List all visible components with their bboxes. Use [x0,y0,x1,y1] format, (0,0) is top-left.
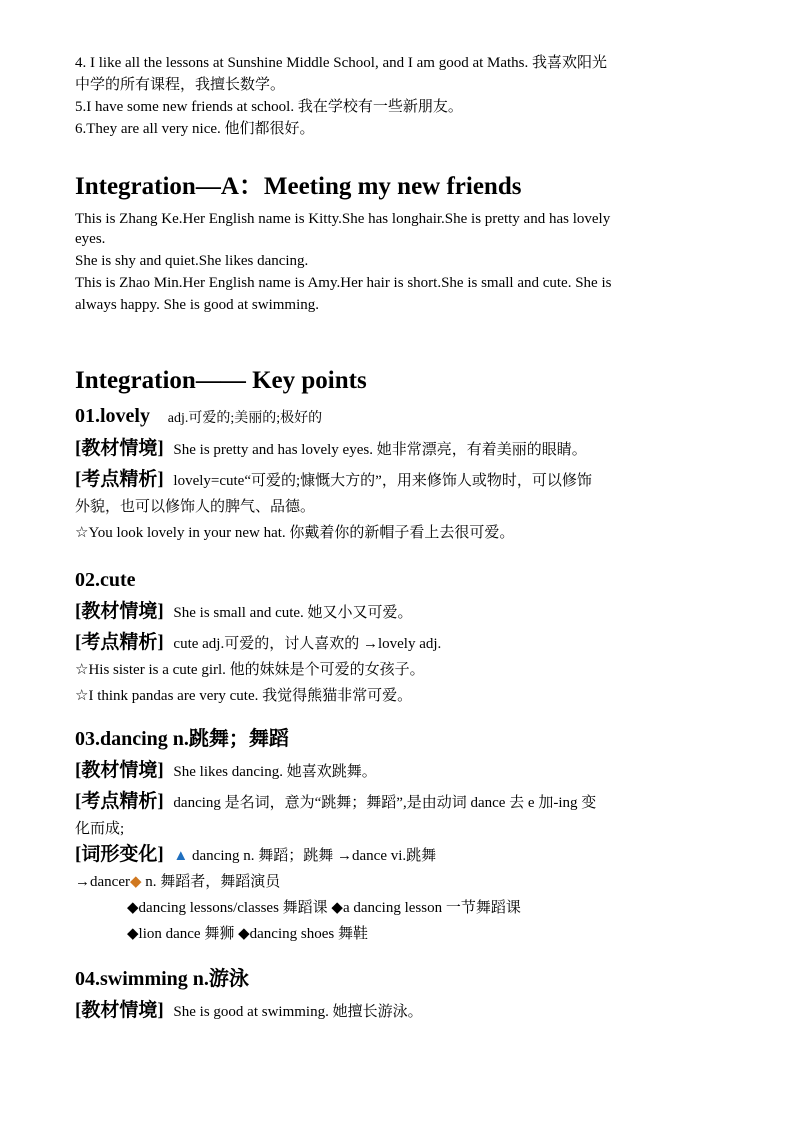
section-a-p3a: This is Zhao Min.Her English name is Amy.Her hair is short.She is small and cute. She is [75,275,612,291]
word-cute-context [75,597,715,628]
word-lovely-context-text: She is pretty and has lovely eyes. 她非常漂亮，有着美丽的眼睛。 [173,442,587,458]
point-tag: [考点精析] [75,791,164,812]
document-page [75,52,715,1027]
context-tag: [教材情境] [75,760,164,781]
word-lovely-point [75,465,715,496]
word-cute-point [75,628,715,659]
word-dancing-forms-text: dancing n. 舞蹈；跳舞 →dance vi.跳舞 [192,848,437,864]
word-dancing-phrases-2: ◆lion dance 舞狮 ◆dancing shoes 舞鞋 [127,926,368,942]
intro-line-5: 5.I have some new friends at school. 我在学校有一些新朋友。 [75,99,463,115]
context-tag: [教材情境] [75,1000,164,1021]
word-lovely-example-1: ☆You look lovely in your new hat. 你戴着你的新帽子看上去很可爱。 [75,525,515,541]
word-lovely-heading [75,402,715,434]
diamond-icon: ◆ [129,874,142,890]
word-dancing-point-text: dancing 是名词，意为“跳舞；舞蹈”,是由动词 dance 去 e 加-ing 变 [173,795,597,811]
word-swimming-head: 04.swimming n.游泳 [75,968,249,990]
intro-line-4b: 中学的所有课程，我擅长数学。 [75,77,286,93]
point-tag: [考点精析] [75,632,164,653]
forms-tag: [词形变化] [75,844,164,865]
word-dancing-dancer [75,871,715,893]
section-a-p2: She is shy and quiet.She likes dancing. [75,253,309,269]
word-lovely-context [75,434,715,465]
section-a-p1b: eyes. [75,231,106,247]
context-tag: [教材情境] [75,601,164,622]
word-dancing-head: 03.dancing n.跳舞；舞蹈 [75,728,289,750]
word-dancing-dancer-b: n. 舞蹈者，舞蹈演员 [141,874,281,890]
word-lovely-point-cont: 外貌，也可以修饰人的脾气、品德。 [75,499,316,515]
section-a-title: Integration—A：Meeting my new friends [75,173,522,200]
word-swimming-context-text: She is good at swimming. 她擅长游泳。 [173,1004,423,1020]
word-dancing-dancer-a: →dancer [75,874,130,890]
word-cute-head: 02.cute [75,569,136,591]
word-dancing-heading [75,725,715,756]
section-b-title: Integration—— Key points [75,367,367,394]
word-cute-point-text: cute adj.可爱的，讨人喜欢的 →lovely adj. [173,636,442,652]
section-a-p3b: always happy. She is good at swimming. [75,297,320,313]
word-cute-example-2: ☆I think pandas are very cute. 我觉得熊猫非常可爱。 [75,688,413,704]
intro-line-6: 6.They are all very nice. 他们都很好。 [75,121,315,137]
word-cute-example-1: ☆His sister is a cute girl. 他的妹妹是个可爱的女孩子。 [75,662,425,678]
triangle-icon: ▲ [173,848,189,864]
word-lovely-point-text: lovely=cute“可爱的;慷慨大方的”，用来修饰人或物时，可以修饰 [173,473,592,489]
word-swimming-context [75,996,715,1027]
word-lovely-head: 01.lovely [75,405,150,427]
word-swimming-heading [75,965,715,996]
intro-line-4a: 4. I like all the lessons at Sunshine Middle School, and I am good at Maths. 我喜欢阳光 [75,55,608,71]
word-dancing-phrases-1: ◆dancing lessons/classes 舞蹈课 ◆a dancing lesson 一节舞蹈课 [127,900,521,916]
word-cute-heading [75,566,715,597]
word-cute-context-text: She is small and cute. 她又小又可爱。 [173,605,413,621]
word-lovely-pos: adj.可爱的;美丽的;极好的 [167,411,323,426]
point-tag: [考点精析] [75,469,164,490]
context-tag: [教材情境] [75,438,164,459]
section-a-p1a: This is Zhang Ke.Her English name is Kitty.She has longhair.She is pretty and has lovely [75,211,611,227]
word-dancing-context-text: She likes dancing. 她喜欢跳舞。 [173,764,377,780]
word-dancing-point [75,787,715,818]
word-dancing-point-cont: 化而成; [75,821,125,837]
word-dancing-forms [75,840,715,871]
word-dancing-context [75,756,715,787]
